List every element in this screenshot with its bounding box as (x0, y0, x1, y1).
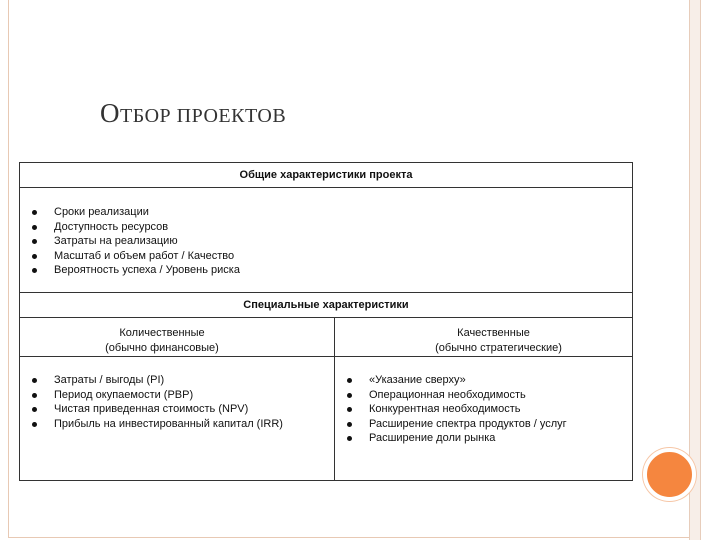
qualitative-list-cell (335, 357, 633, 481)
list-item: Прибыль на инвестированный капитал (IRR) (20, 417, 334, 432)
list-item: Период окупаемости (PBP) (20, 388, 334, 403)
list-item: Операционная необходимость (335, 388, 632, 403)
quantitative-subtitle: (обычно финансовые) (105, 342, 219, 354)
list-item: Масштаб и объем работ / Качество (20, 249, 632, 264)
quantitative-list-cell (20, 357, 335, 481)
qualitative-subtitle: (обычно стратегические) (435, 342, 562, 354)
qualitative-header (335, 318, 633, 357)
quantitative-header (20, 318, 335, 357)
quantitative-list (20, 373, 334, 431)
general-header: Общие характеристики проекта (20, 163, 633, 188)
decorative-orange-circle (643, 448, 696, 501)
qualitative-title: Качественные (457, 327, 530, 339)
list-item: Сроки реализации (20, 205, 632, 220)
list-item: Вероятность успеха / Уровень риска (20, 263, 632, 278)
title-initial: О (100, 98, 120, 128)
list-item: Конкурентная необходимость (335, 402, 632, 417)
general-list (20, 205, 632, 278)
list-item: Затраты / выгоды (PI) (20, 373, 334, 388)
title-word-2: ПРОЕКТОВ (176, 105, 287, 127)
slide-title (100, 98, 286, 129)
list-item: Доступность ресурсов (20, 220, 632, 235)
characteristics-table (19, 162, 633, 481)
general-list-cell (20, 188, 633, 293)
list-item: Затраты на реализацию (20, 234, 632, 249)
list-item: Чистая приведенная стоимость (NPV) (20, 402, 334, 417)
list-item: Расширение доли рынка (335, 431, 632, 446)
list-item: «Указание сверху» (335, 373, 632, 388)
title-word-1: ТБОР (120, 105, 172, 127)
quantitative-title: Количественные (119, 327, 205, 339)
list-item: Расширение спектра продуктов / услуг (335, 417, 632, 432)
qualitative-list (335, 373, 632, 446)
special-header: Специальные характеристики (20, 293, 633, 318)
